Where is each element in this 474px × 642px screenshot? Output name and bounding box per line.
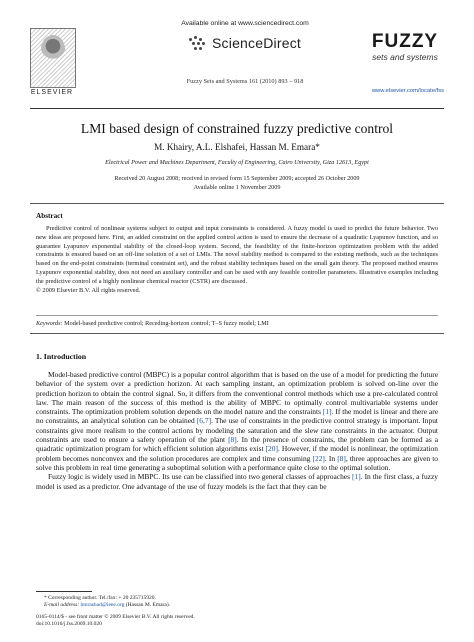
- footnotes: [36, 595, 438, 629]
- journal-url-link[interactable]: www.elsevier.com/locate/fss: [371, 88, 444, 94]
- abstract-heading: Abstract: [36, 212, 63, 220]
- header-divider: [30, 108, 444, 109]
- citation-link[interactable]: [8]: [337, 453, 346, 463]
- available-online-date: Available online 1 November 2009: [193, 184, 281, 191]
- corresponding-author-note: * Corresponding author. Tel./fax: + 20 235715920.: [44, 595, 156, 601]
- keywords-label: Keywords:: [36, 320, 63, 327]
- abstract-bottom-divider: [30, 333, 444, 334]
- abstract-copyright: © 2009 Elsevier B.V. All rights reserved.: [36, 286, 141, 294]
- abstract-top-divider: [30, 203, 444, 204]
- email-label: E-mail address:: [44, 602, 80, 609]
- citation-link[interactable]: [6,7]: [196, 416, 212, 426]
- citation-link[interactable]: [22]: [312, 453, 325, 463]
- email-note: [36, 602, 438, 609]
- intro-paragraph-1: Model-based predictive control (MBPC) is a popular control algorithm that is based on the use of a model for predicting the future behavior of the system over a prediction horizon. At each sampling instant, an optimization problem is solved on-line over the prediction horizon to obtain the control signal. So, it differs from the conventional control methods which use a pre-calculated control law. The main reason of the success of this method is the ability of MBPC to optimally control multivariable systems under constraints. The optimization problem solution depends on the model nature and the constraints [1]. If the model is linear and there are no constraints, an analytical solution can be obtained [6,7]. The use of constraints in the predictive control strategy is important. Input constraints give more realism to the control actions by modeling the saturation and the slew rate constraints in the actuator. Output constraints are used to ensure a safety operation of the plant [8]. In the presence of constraints, the problem can be formed as a quadratic optimization program for which efficient solution algorithms exist [20]. However, if the model is nonlinear, the optimization problem becomes nonconvex and the solution procedures are complex and time consuming [22]. In [8], three approaches are given to solve this problem in real time generating a suboptimal solution with a performance quite close to the optimal solution.: [36, 370, 439, 472]
- journal-header: [30, 20, 444, 106]
- elsevier-tree-logo-icon: [30, 28, 76, 88]
- footnote-divider: [36, 591, 92, 592]
- section-heading-introduction: 1. Introduction: [36, 352, 87, 361]
- abstract-text: Predictive control of nonlinear systems subject to output and input constraints is considered. A fuzzy model is used to predict the future behavior. Two new ideas are proposed here. First, an added constraint on the applied control action is used to ensure the decrease of a quadratic Lyapunov function, and so guarantee Lyapunov exponential stability of the closed-loop system. Second, the feasibility of the finite-horizon optimization problem with the added constraints is ensured based on an off-line solution of a set of LMIs. The novel stability method is compared to the existing methods, such as the techniques based on the end-point constraints (terminal constraint set), and the robust stability techniques based on the small gain theory. The proposed method ensures Lyapunov exponential stability, does not need an auxiliary controller and can be used with any feasible controller parameters. Illustrative examples including the predictive control of a highly nonlinear chemical reactor (CSTR) are discussed.: [36, 225, 438, 285]
- received-history: Received 20 August 2008; received in revised form 15 September 2009; accepted 26 October 2009: [114, 175, 360, 182]
- journal-reference: Fuzzy Sets and Systems 161 (2010) 893 – 918: [186, 78, 304, 85]
- abstract-keywords-divider: [36, 315, 438, 316]
- journal-logo-sub: sets and systems: [372, 52, 438, 62]
- keywords-list: Model-based predictive control; Receding-horizon control; T–S fuzzy model; LMI: [64, 320, 269, 327]
- intro-paragraph-2: Fuzzy logic is widely used in MBPC. Its use can be classified into two general classes of approaches [1]. In the first class, a fuzzy model is used as a predictor. One advantage of the use of fuzzy models is the fact that they can be: [36, 472, 438, 491]
- tree-icon: [41, 35, 65, 63]
- email-link[interactable]: hmrashad@ieee.org: [80, 602, 125, 609]
- email-owner: (Hassan M. Emara).: [125, 602, 171, 609]
- received-dates: [30, 174, 444, 192]
- author-affiliation: Electrical Power and Machines Department, Faculty of Engineering, Cairo University, Giza 12613, Egypt: [105, 159, 369, 166]
- sciencedirect-logo[interactable]: [140, 32, 350, 54]
- abstract-body: [36, 225, 438, 295]
- doi-line[interactable]: doi:10.1016/j.fss.2009.10.020: [36, 621, 102, 628]
- journal-logo-main: FUZZY: [371, 31, 439, 52]
- sciencedirect-dots-icon: [189, 36, 207, 50]
- citation-link[interactable]: [1]: [352, 472, 361, 482]
- journal-logo: [366, 32, 444, 80]
- paper-authors: M. Khairy, A.L. Elshafei, Hassan M. Emara*: [154, 142, 320, 152]
- issn-line: 0165-0114/$ - see front matter © 2009 Elsevier B.V. All rights reserved.: [36, 613, 195, 620]
- keywords-line: [36, 320, 438, 327]
- introduction-body: [36, 370, 438, 491]
- publisher-name: ELSEVIER: [30, 89, 74, 96]
- sciencedirect-wordmark: ScienceDirect: [212, 35, 301, 51]
- citation-link[interactable]: [8]: [228, 435, 237, 445]
- citation-link[interactable]: [20]: [265, 444, 278, 454]
- available-online-text: Available online at www.sciencedirect.com: [181, 20, 309, 27]
- paper-title: LMI based design of constrained fuzzy predictive control: [80, 121, 394, 136]
- citation-link[interactable]: [1]: [322, 407, 332, 417]
